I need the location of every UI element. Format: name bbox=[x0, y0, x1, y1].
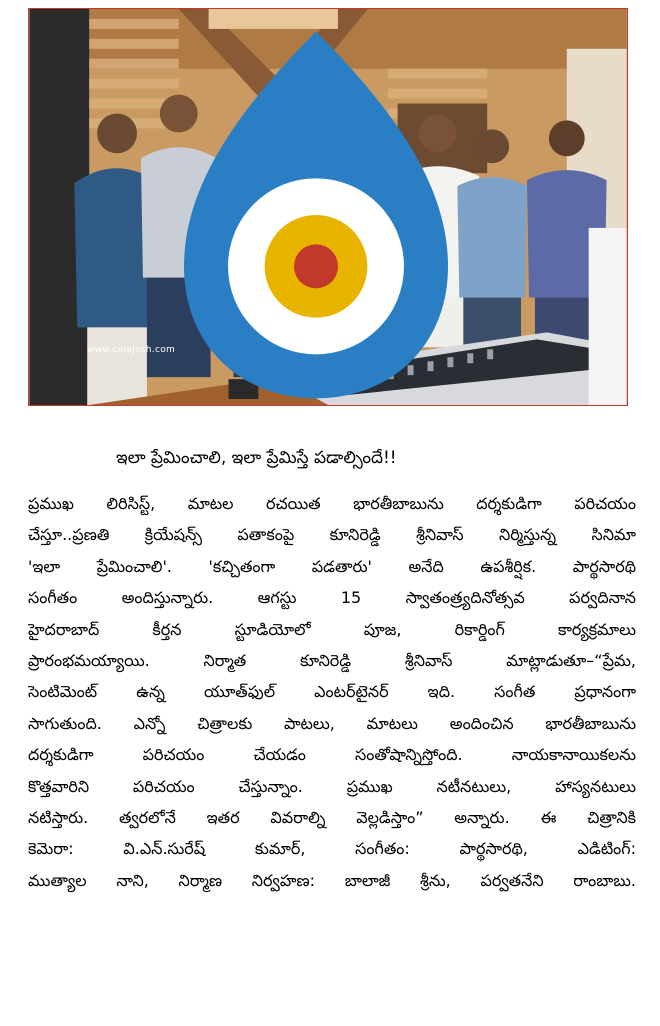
article-line: హైదరాబాద్ కీర్తన స్టూడియోలో పూజ, రికార్డింగ్ కార్యక్రమాలు bbox=[28, 619, 636, 639]
photo-watermark: www.cinejosh.com bbox=[87, 345, 176, 355]
article-line: సాగుతుంది. ఎన్నో చిత్రాలకు పాటలు, మాటలు అందించిన భారతీబాబును bbox=[28, 713, 636, 733]
article-line: సంగీతం అందిస్తున్నారు. ఆగస్టు 15 స్వాతంత్ర్యదినోత్సవ పర్వదినాన bbox=[28, 588, 636, 608]
article-line: ప్రారంభమయ్యాయి. నిర్మాత కూనిరెడ్డి శ్రీనివాస్ మాట్లాడుతూ–“ప్రేమ, bbox=[28, 651, 636, 671]
article-headline: ఇలా ప్రేమించాలి, ఇలా ప్రేమిస్తే పడాల్సిందే!! bbox=[116, 448, 397, 468]
article-line: ముత్యాల నాని, నిర్మాణ నిర్వహణ: బాలాజీ శ్రీను, పర్వతనేని రాంబాబు. bbox=[28, 870, 636, 890]
article-line: కొత్తవారిని పరిచయం చేస్తున్నాం. ప్రముఖ నటీనటులు, హాస్యనటులు bbox=[28, 776, 636, 796]
article-line: 'ఇలా ప్రేమించాలి'. 'కచ్చితంగా పడతారు' అనేది ఉపశీర్షిక. పార్థసారథి bbox=[28, 556, 636, 576]
article-line: ప్రముఖ లిరిసిస్ట్, మాటల రచయిత భారతీబాబును దర్శకుడిగా పరిచయం bbox=[28, 494, 636, 513]
article-line: దర్శకుడిగా పరిచయం చేయడం సంతోషాన్నిస్తోంది. నాయకానాయికలను bbox=[28, 745, 636, 765]
article-line: కెమెరా: వి.ఎన్.సురేష్ కుమార్, సంగీతం: పార్థసారథి, ఎడిటింగ్: bbox=[28, 839, 636, 859]
event-photo bbox=[28, 8, 628, 406]
article-body bbox=[28, 488, 636, 896]
article-line: నటిస్తారు. త్వరలోనే ఇతర వివరాల్ని వెల్లడిస్తాం” అన్నారు. ఈ చిత్రానికి bbox=[28, 808, 636, 828]
article-line: చేస్తూ..ప్రణతి క్రియేషన్స్ పతాకంపై కూనిరెడ్డి శ్రీనివాస్ నిర్మిస్తున్న సినిమా bbox=[28, 525, 636, 545]
tv-channel-logo-icon bbox=[28, 17, 615, 406]
article-line: సెంటిమెంట్ ఉన్న యూత్‌ఫుల్ ఎంటర్‌టైనర్ ఇది. సంగీత ప్రధానంగా bbox=[28, 682, 636, 702]
